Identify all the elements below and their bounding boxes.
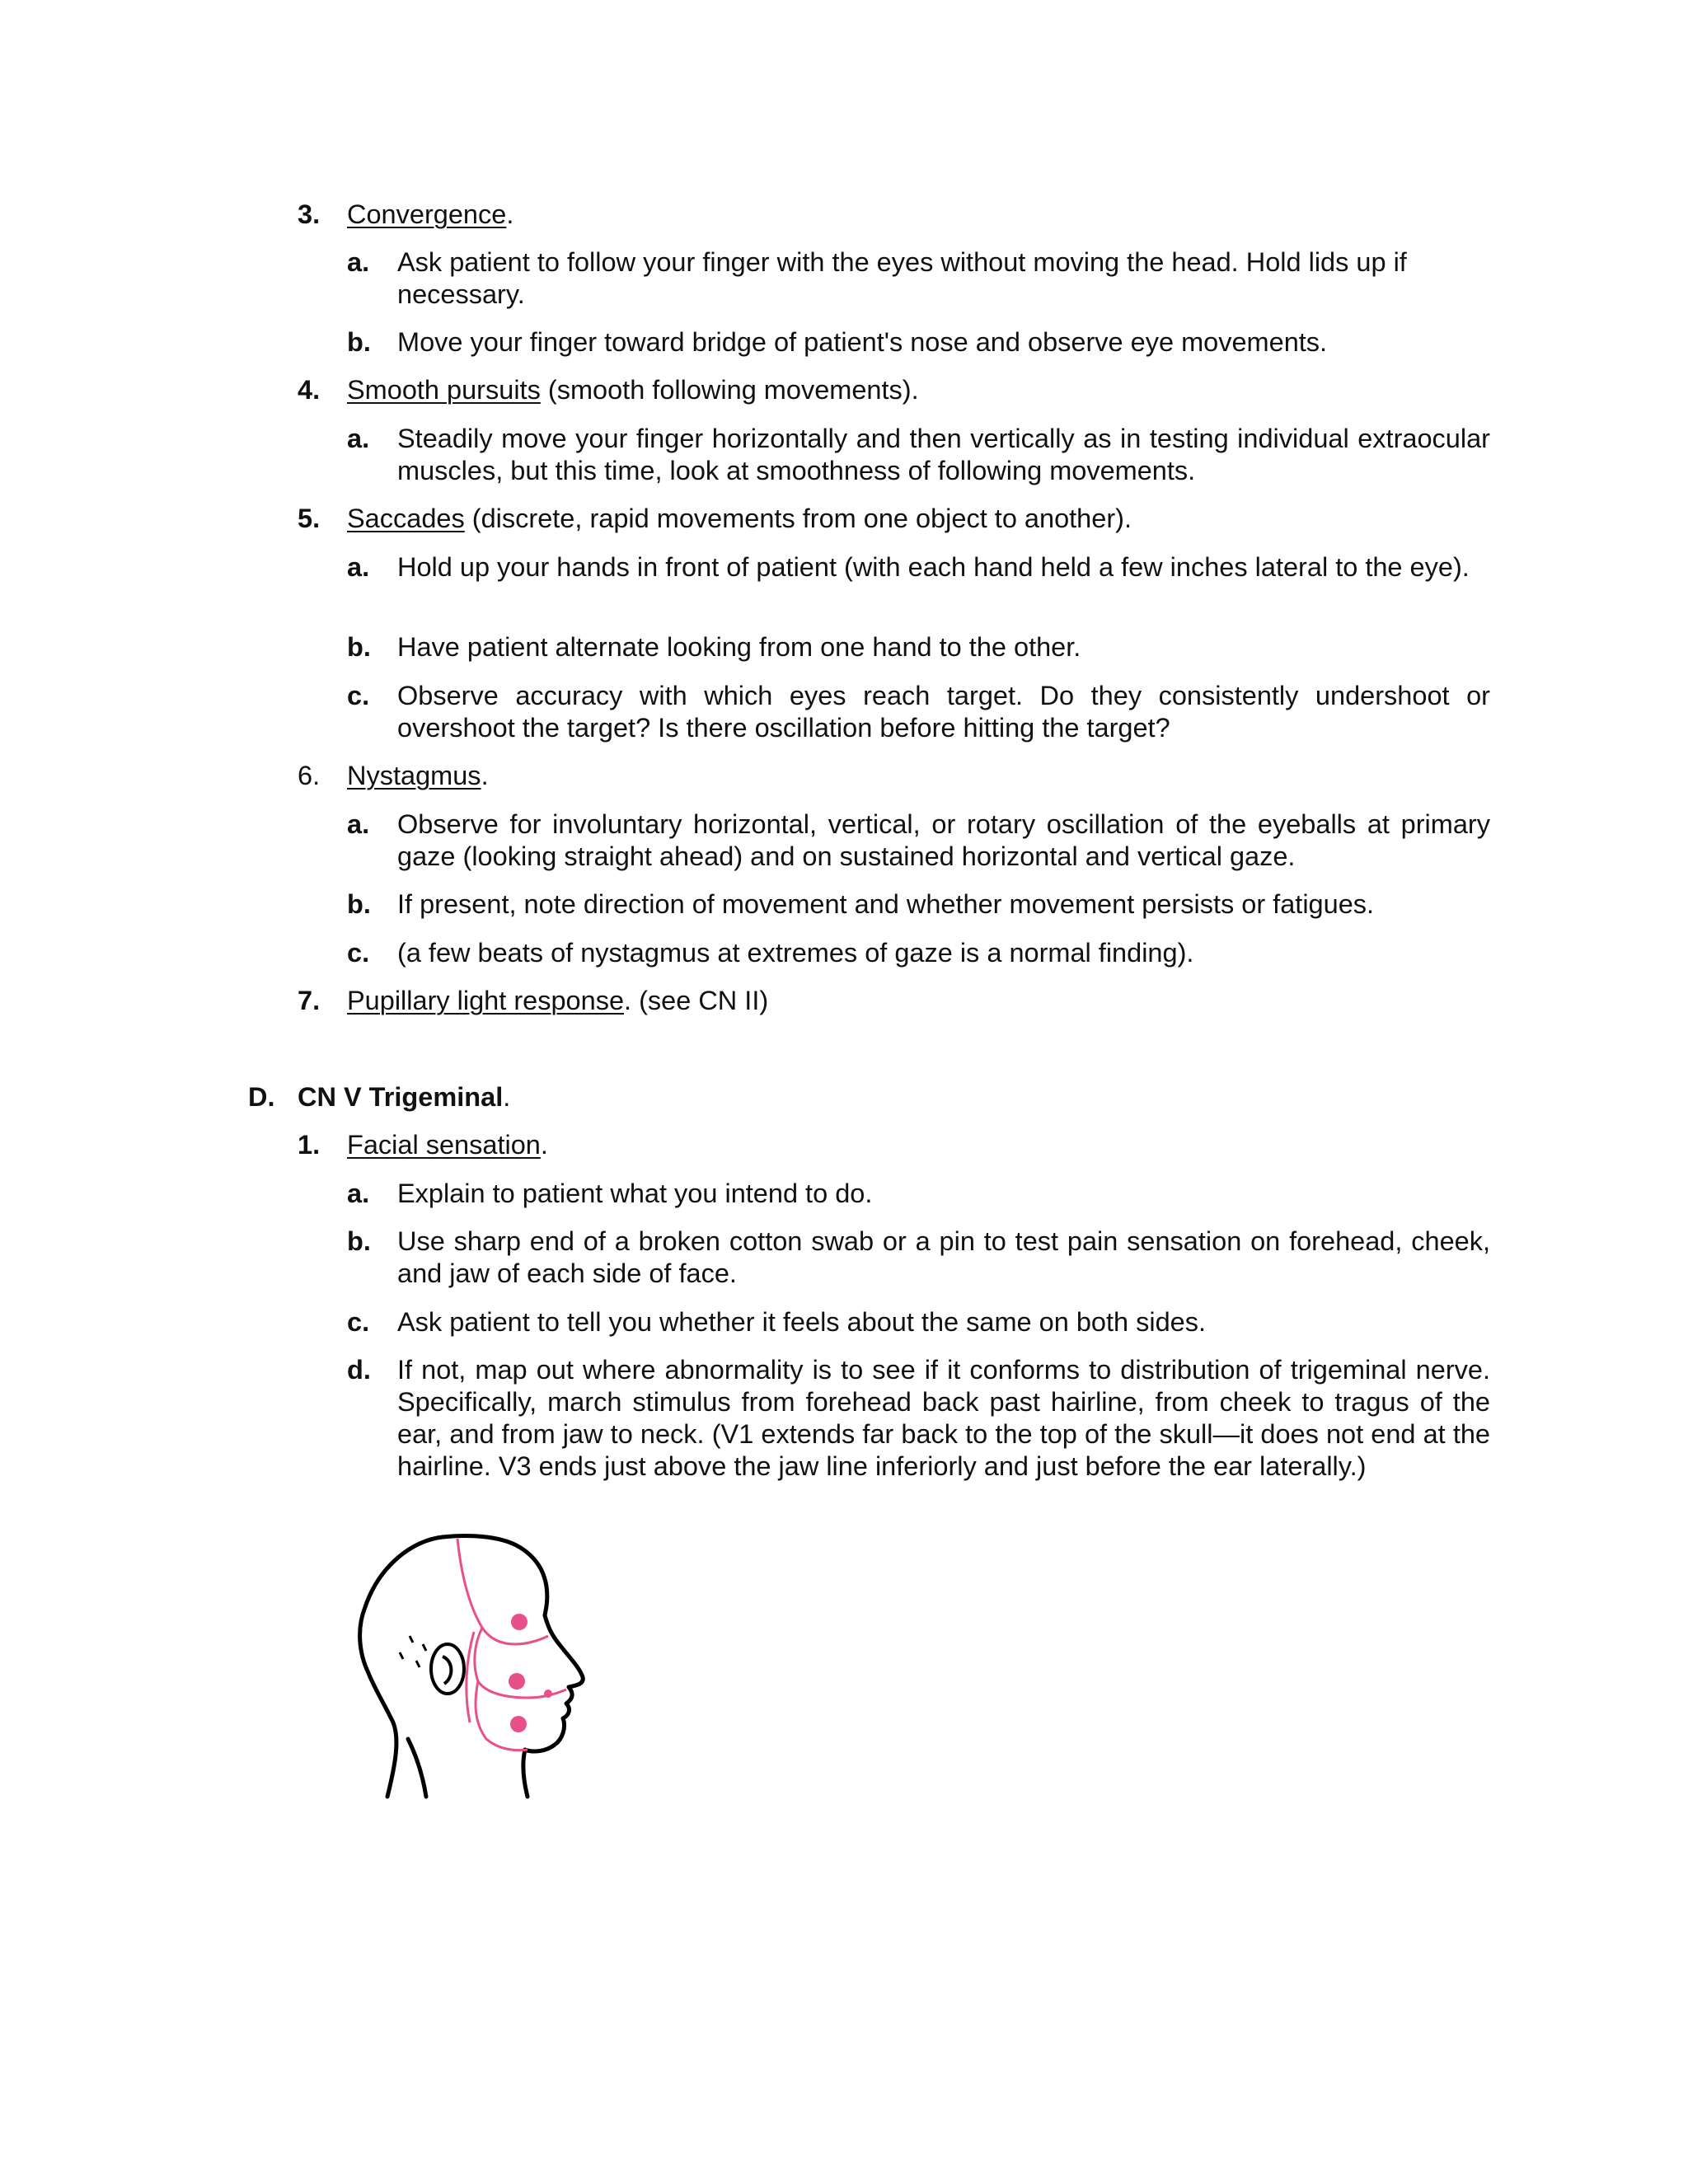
sub-letter: c. [347, 938, 370, 968]
section-heading [298, 1081, 510, 1113]
item-heading [347, 503, 1132, 535]
item-number: 1. [298, 1130, 321, 1160]
sub-letter: d. [347, 1355, 371, 1385]
sub-letter: a. [347, 424, 370, 453]
item-heading [347, 1129, 548, 1161]
item-heading [347, 199, 513, 231]
sub-text: Ask patient to tell you whether it feels about the same on both sides. [397, 1307, 1206, 1337]
item-title-suffix: (smooth following movements). [540, 375, 919, 405]
sub-text: If present, note direction of movement and whether movement persists or fatigues. [397, 889, 1375, 919]
sub-letter: b. [347, 889, 371, 919]
head-profile-icon [350, 1529, 589, 1801]
sub-letter: b. [347, 632, 371, 662]
item-title-suffix: . (see CN II) [624, 986, 769, 1015]
trigeminal-dermatome-head-illustration [350, 1529, 589, 1801]
sub-text: Ask patient to follow your finger with the eyes without moving the head. Hold lids up if necessary. [397, 247, 1407, 309]
section-title: CN V Trigeminal [298, 1082, 504, 1112]
item-title-suffix: . [481, 761, 489, 790]
sub-text: Have patient alternate looking from one hand to the other. [397, 632, 1081, 662]
item-number: 6. [298, 761, 321, 790]
sub-text: Observe for involuntary horizontal, vertical, or rotary oscillation of the eyeballs at primary gaze (looking straight ahead) and on sustained horizontal and vertical gaze. [397, 809, 1490, 871]
item-heading [347, 374, 919, 406]
item-heading [347, 760, 489, 792]
item-title: Pupillary light response [347, 986, 625, 1015]
section-title-suffix: . [503, 1082, 511, 1112]
item-number: 4. [298, 375, 321, 405]
sub-letter: c. [347, 1307, 370, 1337]
sub-letter: b. [347, 327, 371, 357]
section-letter: D. [248, 1082, 275, 1112]
sub-text: If not, map out where abnormality is to see if it conforms to distribution of trigeminal nerve. Specifically, march stimulus from forehead back past hairline, from cheek to tragus of the ear, and from jaw to neck. (V1 extends far back to the top of the skull—it does not end at the hairline. V3 ends just above the jaw line inferiorly and just before the ear laterally.) [397, 1355, 1490, 1481]
item-title-suffix: . [540, 1130, 548, 1160]
sub-letter: a. [347, 247, 370, 277]
sub-text: (a few beats of nystagmus at extremes of gaze is a normal finding). [397, 938, 1194, 968]
item-title-suffix: (discrete, rapid movements from one object to another). [464, 504, 1132, 533]
sub-text: Hold up your hands in front of patient (with each hand held a few inches lateral to the eye). [397, 552, 1470, 582]
item-title-suffix: . [506, 199, 514, 229]
sub-text: Steadily move your finger horizontally and then vertically as in testing individual extraocular muscles, but this time, look at smoothness of following movements. [397, 424, 1490, 485]
item-title: Smooth pursuits [347, 375, 541, 405]
item-title: Convergence [347, 199, 507, 229]
sub-letter: a. [347, 809, 370, 839]
sub-letter: b. [347, 1226, 371, 1256]
item-number: 5. [298, 504, 321, 533]
sub-letter: c. [347, 681, 370, 710]
sub-text: Explain to patient what you intend to do. [397, 1179, 873, 1208]
item-title: Saccades [347, 504, 465, 533]
sub-letter: a. [347, 552, 370, 582]
item-title: Facial sensation [347, 1130, 541, 1160]
sub-text: Use sharp end of a broken cotton swab or a pin to test pain sensation on forehead, cheek, and jaw of each side of face. [397, 1226, 1490, 1288]
item-heading [347, 985, 768, 1017]
sub-letter: a. [347, 1179, 370, 1208]
sub-text: Move your finger toward bridge of patient's nose and observe eye movements. [397, 327, 1328, 357]
item-number: 7. [298, 986, 321, 1015]
item-number: 3. [298, 199, 321, 229]
item-title: Nystagmus [347, 761, 481, 790]
sub-text: Observe accuracy with which eyes reach target. Do they consistently undershoot or overshoot the target? Is there oscillation before hitting the target? [397, 681, 1490, 743]
